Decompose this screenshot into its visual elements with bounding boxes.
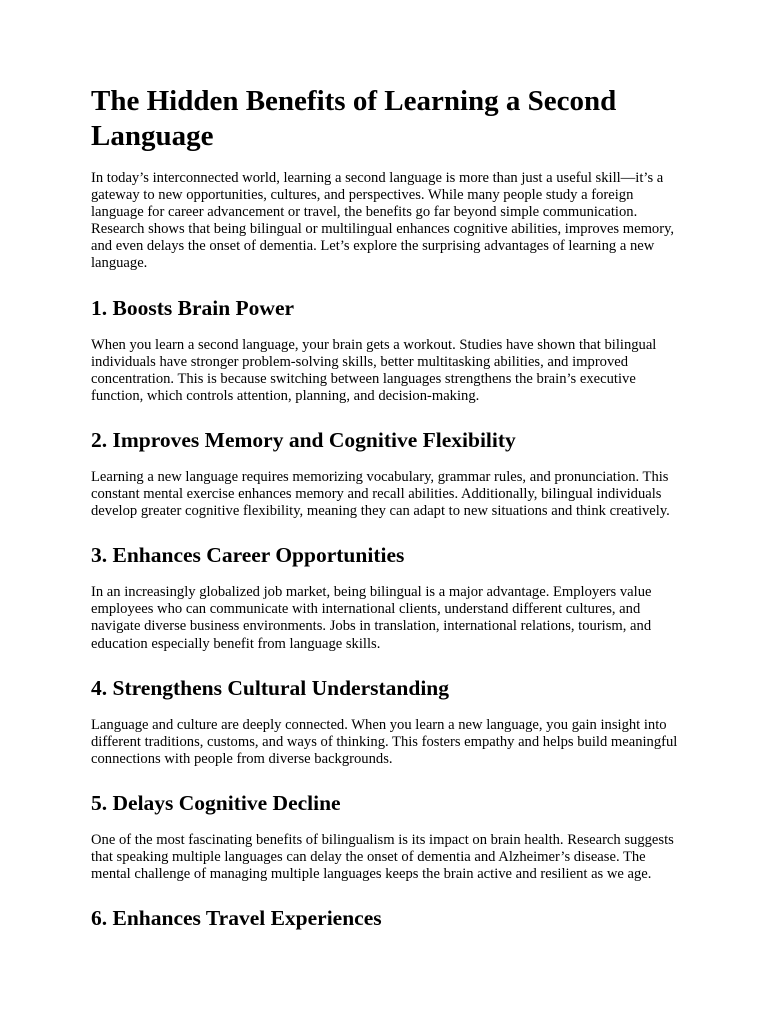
section-body-cognitive-decline: One of the most fascinating benefits of bilingualism is its impact on brain health. Research suggests that speaking multiple languages can delay the onset of dementia and Alzheimer’s disease. The mental challenge of managing multiple languages keeps the brain active and resilient as we age. bbox=[91, 831, 674, 883]
section-heading-cognitive-decline: 5. Delays Cognitive Decline bbox=[91, 790, 341, 815]
section-body-culture: Language and culture are deeply connected. When you learn a new language, you gain insight into different traditions, customs, and ways of thinking. This fosters empathy and helps build meaningful connections with people from diverse backgrounds. bbox=[91, 716, 678, 767]
section-heading-memory: 2. Improves Memory and Cognitive Flexibility bbox=[91, 427, 516, 452]
document-page bbox=[91, 84, 681, 947]
section-body-brain-power: When you learn a second language, your brain gets a workout. Studies have shown that bilingual individuals have stronger problem-solving skills, better multitasking abilities, and improved concentration. This is because switching between languages strengthens the brain’s executive function, which controls attention, planning, and decision-making. bbox=[91, 336, 657, 404]
section-body-career: In an increasingly globalized job market, being bilingual is a major advantage. Employers value employees who can communicate with international clients, understand different cultures, and navigate diverse business environments. Jobs in translation, international relations, tourism, and education especially benefit from language skills. bbox=[91, 584, 652, 652]
section-body-memory: Learning a new language requires memorizing vocabulary, grammar rules, and pronunciation. This constant mental exercise enhances memory and recall abilities. Additionally, bilingual individuals develop greater cognitive flexibility, meaning they can adapt to new situations and think creatively. bbox=[91, 468, 670, 520]
section-heading-culture: 4. Strengthens Cultural Understanding bbox=[91, 675, 449, 700]
section-heading-travel: 6. Enhances Travel Experiences bbox=[91, 906, 382, 931]
document-title: The Hidden Benefits of Learning a Second Language bbox=[91, 85, 617, 152]
section-heading-brain-power: 1. Boosts Brain Power bbox=[91, 295, 295, 320]
section-heading-career: 3. Enhances Career Opportunities bbox=[91, 543, 405, 568]
intro-paragraph: In today’s interconnected world, learning a second language is more than just a useful skill—it’s a gateway to new opportunities, cultures, and perspectives. While many people study a foreign language for career advancement or travel, the benefits go far beyond simple communication. Research shows that being bilingual or multilingual enhances cognitive abilities, improves memory, and even delays the onset of dementia. Let’s explore the surprising advantages of learning a new language. bbox=[91, 170, 675, 272]
